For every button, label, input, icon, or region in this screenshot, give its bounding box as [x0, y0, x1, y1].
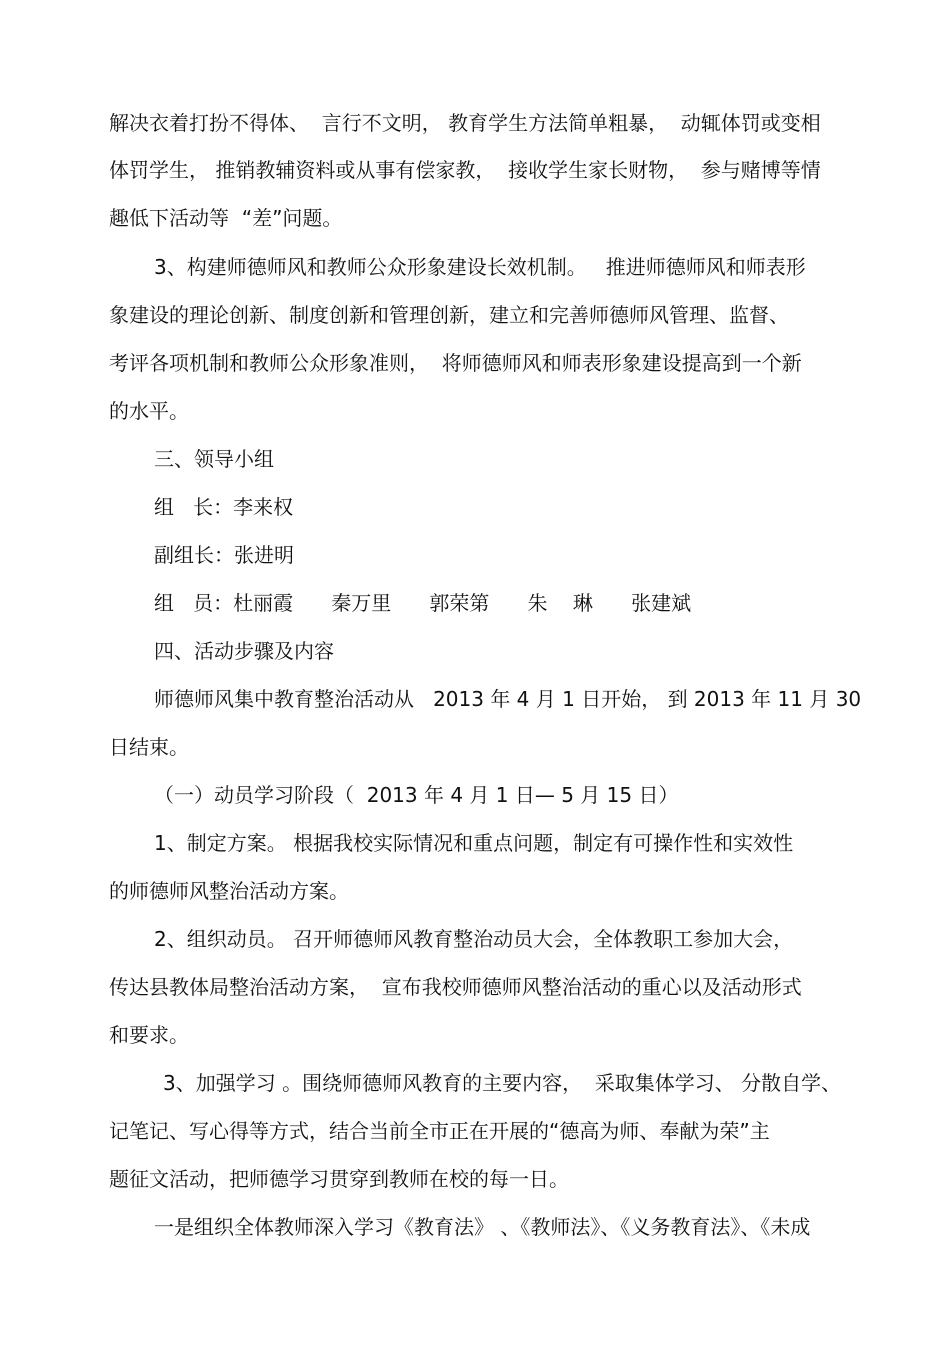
text-line: 一是组织全体教师深入学习《教育法》 、《教师法》、《义务教育法》、《未成 — [154, 1215, 811, 1239]
section-heading: 四、活动步骤及内容 — [154, 639, 334, 663]
text-line: 1、制定方案。 根据我校实际情况和重点问题，制定有可操作性和实效性 — [154, 831, 794, 855]
text-line: 记笔记、写心得等方式，结合当前全市正在开展的“德高为师、奉献为荣”主 — [109, 1119, 770, 1143]
subsection-heading: （一）动员学习阶段（ 2013 年 4 月 1 日— 5 月 15 日） — [154, 783, 679, 807]
text-line: 2、组织动员。 召开师德师风教育整治动员大会，全体教职工参加大会， — [154, 927, 794, 951]
text-line: 师德师风集中教育整治活动从 2013 年 4 月 1 日开始， 到 2013 年 11 月 30 — [154, 687, 862, 711]
text-line: 日结束。 — [109, 735, 189, 759]
text-line: 组 员：杜丽霞 秦万里 郭荣第 朱 琳 张建斌 — [154, 591, 692, 615]
text-line: 趣低下活动等 “差”问题。 — [109, 206, 343, 230]
text-line: 体罚学生， 推销教辅资料或从事有偿家教， 接收学生家长财物， 参与赌博等情 — [109, 158, 821, 182]
text-line: 考评各项机制和教师公众形象准则， 将师德师风和师表形象建设提高到一个新 — [109, 351, 802, 375]
text-line: 解决衣着打扮不得体、 言行不文明， 教育学生方法简单粗暴， 动辄体罚或变相 — [109, 111, 821, 135]
text-line: 副组长：张进明 — [154, 543, 294, 567]
text-line: 和要求。 — [109, 1023, 189, 1047]
text-line: 象建设的理论创新、制度创新和管理创新，建立和完善师德师风管理、监督、 — [109, 303, 789, 327]
text-line: 组 长：李来权 — [154, 495, 294, 519]
text-line: 题征文活动，把师德学习贯穿到教师在校的每一日。 — [109, 1167, 569, 1191]
text-line: 3、构建师德师风和教师公众形象建设长效机制。 推进师德师风和师表形 — [154, 255, 806, 279]
section-heading: 三、领导小组 — [154, 447, 274, 471]
text-line: 的师德师风整治活动方案。 — [109, 879, 349, 903]
text-line: 3、加强学习 。围绕师德师风教育的主要内容， 采取集体学习、 分散自学、 — [163, 1071, 842, 1095]
text-line: 的水平。 — [109, 399, 189, 423]
text-line: 传达县教体局整治活动方案， 宣布我校师德师风整治活动的重心以及活动形式 — [109, 975, 802, 999]
